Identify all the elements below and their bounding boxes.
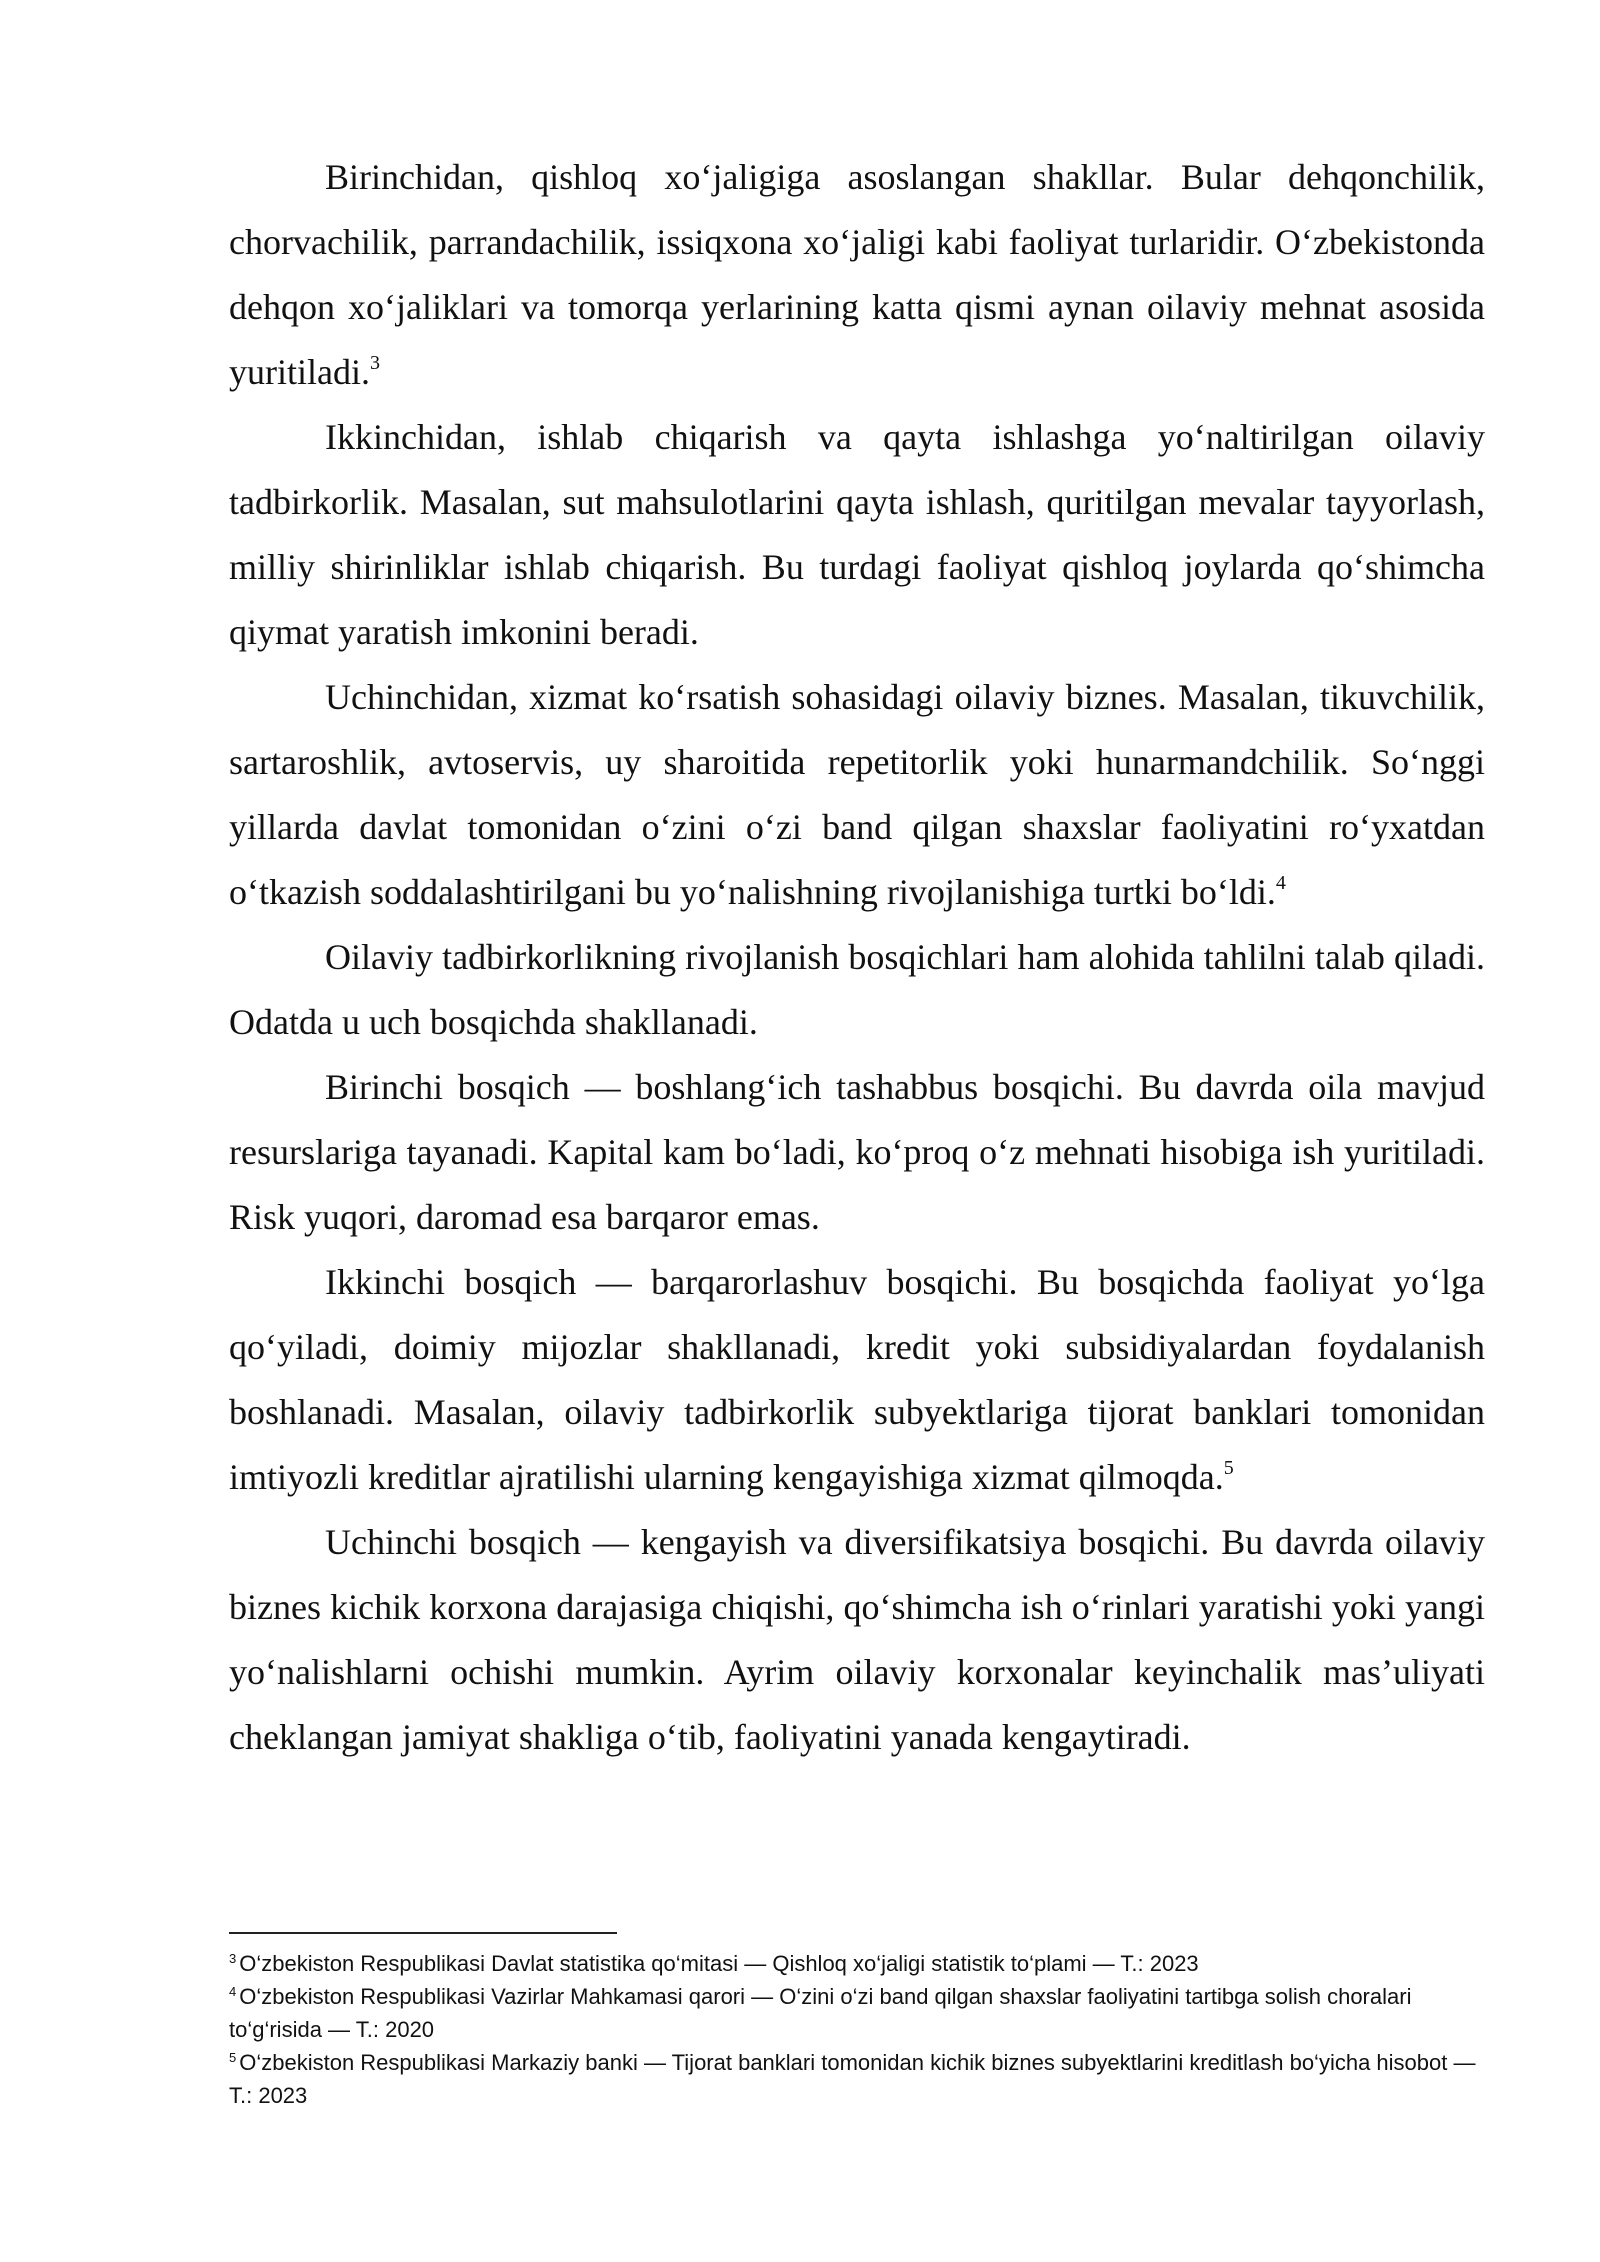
paragraph-text: Uchinchidan, xizmat ko‘rsatish sohasidagi oilaviy biznes. Masalan, tikuvchilik, sartaroshlik, avtoservis, uy sharoitida repetitorlik yoki hunarmandchilik. So‘nggi yillarda davlat tomonidan o‘zini o‘zi band qilgan shaxslar faoliyatini ro‘yxatdan o‘tkazish soddalashtirilgani bu yo‘nalishning rivojlanishiga turtki bo‘ldi.	[229, 677, 1485, 912]
paragraph	[229, 1250, 1485, 1510]
paragraph	[229, 145, 1485, 405]
footnote-text: O‘zbekiston Respublikasi Markaziy banki — Tijorat banklari tomonidan kichik biznes subyektlarini kreditlash bo‘yicha hisobot — T.: 2023	[229, 2050, 1476, 2108]
paragraph-text: Ikkinchi bosqich — barqarorlashuv bosqichi. Bu bosqichda faoliyat yo‘lga qo‘yiladi, doimiy mijozlar shakllanadi, kredit yoki subsidiyalardan foydalanish boshlanadi. Masalan, oilaviy tadbirkorlik subyektlariga tijorat banklari tomonidan imtiyozli kreditlar ajratilishi ularning kengayishiga xizmat qilmoqda.	[229, 1262, 1485, 1497]
footnote-reference[interactable]: 3	[369, 352, 380, 374]
footnote-reference[interactable]: 5	[1223, 1457, 1234, 1479]
footnote-separator	[229, 1932, 617, 1934]
footnote-number: 4	[229, 1983, 237, 1999]
footnote-text: O‘zbekiston Respublikasi Vazirlar Mahkamasi qarori — O‘zini o‘zi band qilgan shaxslar faoliyatini tartibga solish choralari to‘g‘risida — T.: 2020	[229, 1984, 1412, 2042]
footnote-reference[interactable]: 4	[1275, 872, 1286, 894]
paragraph	[229, 925, 1485, 1055]
body-text	[229, 145, 1485, 1770]
paragraph	[229, 1510, 1485, 1770]
footnotes	[229, 1947, 1485, 2112]
paragraph	[229, 665, 1485, 925]
paragraph	[229, 405, 1485, 665]
paragraph-text: Ikkinchidan, ishlab chiqarish va qayta ishlashga yo‘naltirilgan oilaviy tadbirkorlik. Masalan, sut mahsulotlarini qayta ishlash, quritilgan mevalar tayyorlash, milliy shirinliklar ishlab chiqarish. Bu turdagi faoliyat qishloq joylarda qo‘shimcha qiymat yaratish imkonini beradi.	[229, 417, 1485, 652]
footnote	[229, 2046, 1485, 2112]
paragraph-text: Uchinchi bosqich — kengayish va diversifikatsiya bosqichi. Bu davrda oilaviy biznes kichik korxona darajasiga chiqishi, qo‘shimcha ish o‘rinlari yaratishi yoki yangi yo‘nalishlarni ochishi mumkin. Ayrim oilaviy korxonalar keyinchalik mas’uliyati cheklangan jamiyat shakliga o‘tib, faoliyatini yanada kengaytiradi.	[229, 1522, 1485, 1757]
footnote-number: 3	[229, 1950, 237, 1966]
paragraph-text: Oilaviy tadbirkorlikning rivojlanish bosqichlari ham alohida tahlilni talab qiladi. Odatda u uch bosqichda shakllanadi.	[229, 937, 1485, 1042]
footnote-number: 5	[229, 2049, 237, 2065]
paragraph-text: Birinchidan, qishloq xo‘jaligiga asoslangan shakllar. Bular dehqonchilik, chorvachilik, parrandachilik, issiqxona xo‘jaligi kabi faoliyat turlaridir. O‘zbekistonda dehqon xo‘jaliklari va tomorqa yerlarining katta qismi aynan oilaviy mehnat asosida yuritiladi.	[229, 157, 1485, 392]
footnote	[229, 1980, 1485, 2046]
footnote-text: O‘zbekiston Respublikasi Davlat statistika qo‘mitasi — Qishloq xo‘jaligi statistik to‘plami — T.: 2023	[239, 1951, 1199, 1976]
footnote	[229, 1947, 1485, 1980]
paragraph-text: Birinchi bosqich — boshlang‘ich tashabbus bosqichi. Bu davrda oila mavjud resurslariga tayanadi. Kapital kam bo‘ladi, ko‘proq o‘z mehnati hisobiga ish yuritiladi. Risk yuqori, daromad esa barqaror emas.	[229, 1067, 1485, 1237]
paragraph	[229, 1055, 1485, 1250]
